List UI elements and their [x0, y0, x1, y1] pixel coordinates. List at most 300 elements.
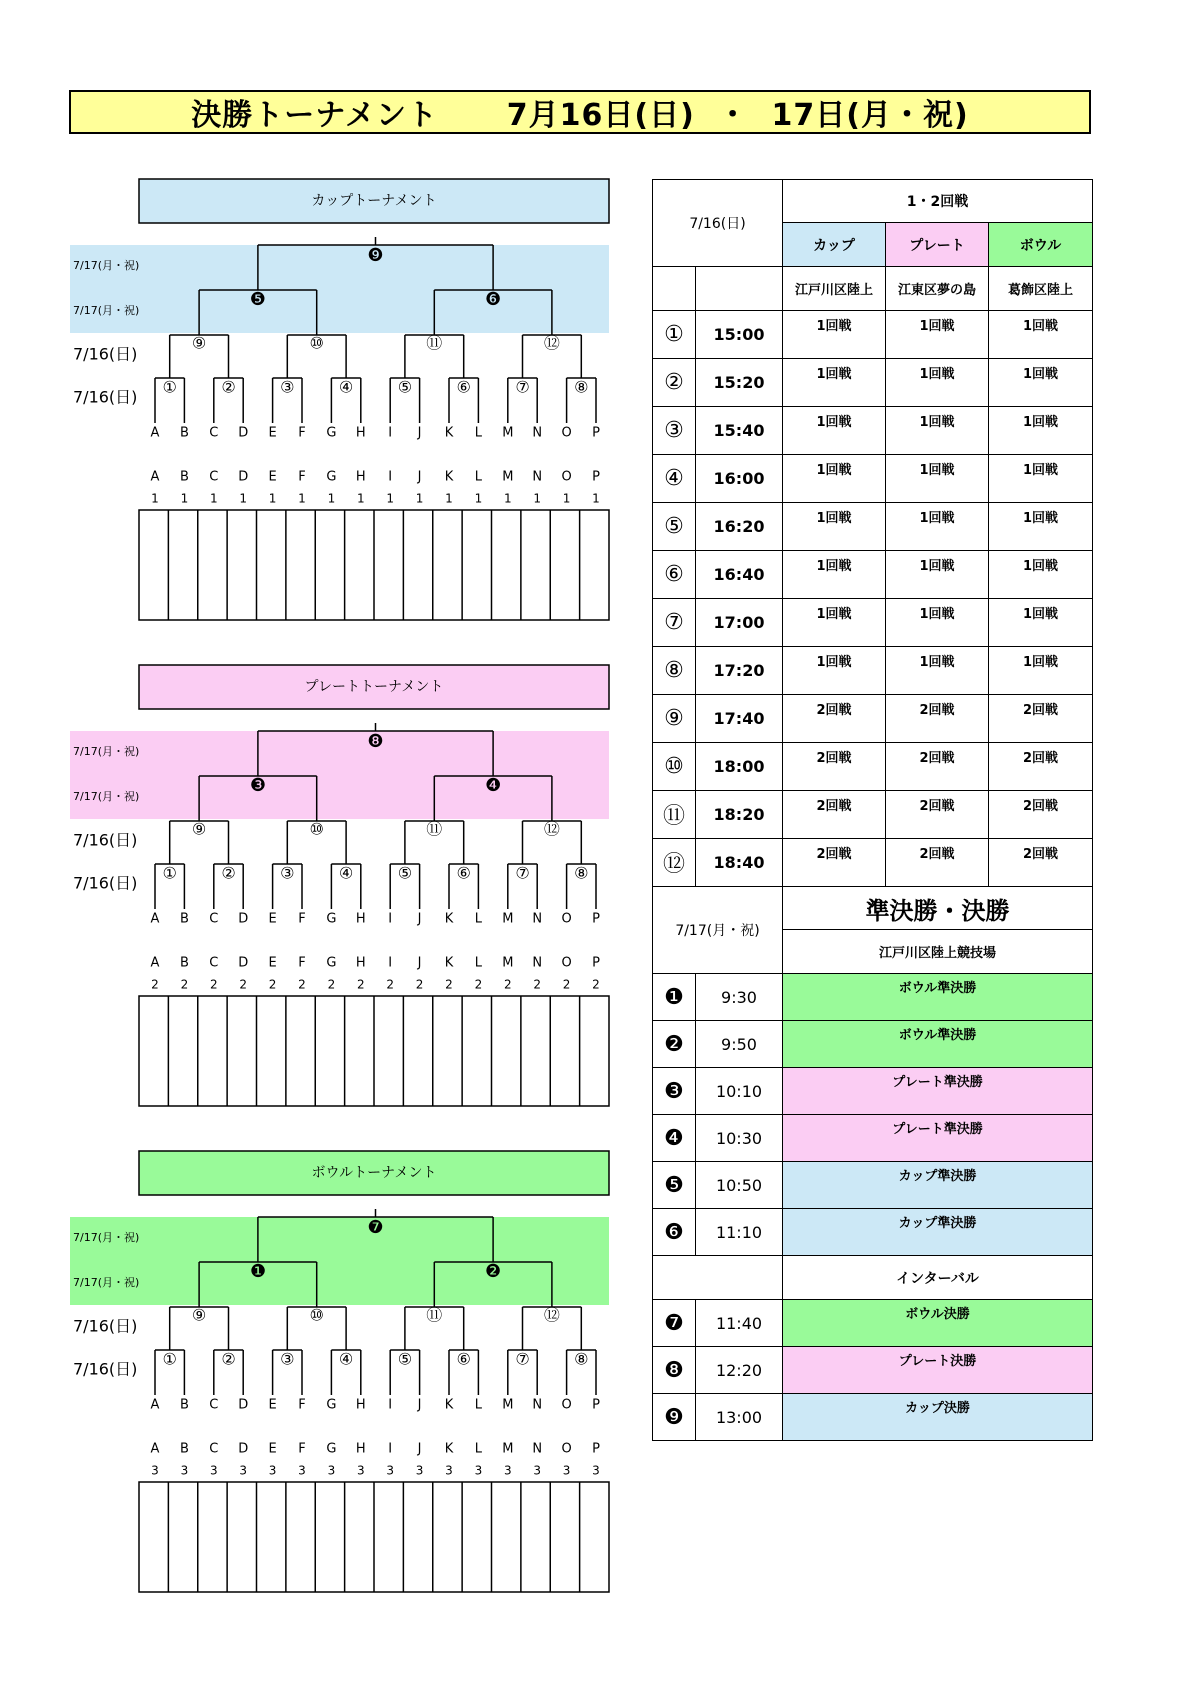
match-number: ⑩: [653, 743, 696, 791]
team-letter: C: [209, 911, 219, 927]
schedule-row: [653, 743, 1093, 791]
match-round: 1回戦: [783, 455, 886, 503]
team-letter: F: [298, 425, 306, 441]
round-date-label: 7/17(月・祝): [73, 259, 140, 272]
match-time: 18:00: [696, 743, 783, 791]
team-letter: N: [532, 1397, 543, 1413]
match-round: 1回戦: [989, 599, 1093, 647]
finals-match-name: カップ準決勝: [783, 1209, 1093, 1256]
finals-match-number: ❽: [653, 1347, 696, 1394]
match-round: 1回戦: [989, 407, 1093, 455]
team-group-number: 3: [562, 1463, 571, 1478]
match-round: 1回戦: [886, 503, 989, 551]
team-letter-lower: P: [592, 955, 600, 971]
team-letter-lower: A: [150, 1441, 160, 1457]
finals-row: [653, 1347, 1093, 1394]
team-group-number: 2: [503, 977, 512, 992]
match-number: ②: [653, 359, 696, 407]
finals-match-name: ボウル決勝: [783, 1300, 1093, 1347]
match-round: 1回戦: [783, 503, 886, 551]
team-letter: A: [150, 911, 160, 927]
finals-schedule-table: [652, 886, 1093, 1441]
second-round-match-number: ⑨: [191, 819, 207, 839]
team-letter: L: [474, 425, 483, 441]
team-letter-lower: D: [238, 955, 249, 971]
team-group-number: 2: [562, 977, 571, 992]
finals-match-number: ❷: [653, 1021, 696, 1068]
team-letter-lower: A: [150, 955, 160, 971]
finals-match-time: 10:30: [696, 1115, 783, 1162]
round-date-label: 7/17(月・祝): [73, 790, 140, 803]
team-group-number: 1: [386, 491, 395, 506]
first-round-match-number: ①: [162, 863, 177, 883]
second-round-match-number: ⑨: [191, 1305, 207, 1325]
first-round-match-number: ⑤: [397, 863, 413, 883]
team-group-number: 1: [562, 491, 571, 506]
team-letter: C: [209, 425, 219, 441]
match-time: 15:00: [696, 311, 783, 359]
rounds-date: 7/16(日): [653, 180, 783, 267]
match-time: 18:40: [696, 839, 783, 887]
team-group-number: 3: [592, 1463, 600, 1478]
team-letter-lower: J: [417, 469, 422, 485]
round-date-label: 7/17(月・祝): [73, 1276, 140, 1289]
team-letter: K: [444, 911, 454, 927]
team-letter-lower: C: [209, 469, 219, 485]
match-time: 17:20: [696, 647, 783, 695]
match-round: 1回戦: [989, 359, 1093, 407]
team-group-number: 2: [356, 977, 365, 992]
team-group-number: 3: [474, 1463, 483, 1478]
finals-match-number: ❻: [653, 1209, 696, 1256]
team-letter-lower: F: [298, 955, 306, 971]
first-round-match-number: ③: [280, 1349, 295, 1369]
team-letter-lower: K: [444, 469, 454, 485]
team-letter-lower: F: [298, 1441, 306, 1457]
first-round-match-number: ⑦: [515, 1349, 530, 1369]
team-letter: F: [298, 911, 306, 927]
match-round: 1回戦: [989, 551, 1093, 599]
match-time: 17:00: [696, 599, 783, 647]
finals-match-time: 9:50: [696, 1021, 783, 1068]
match-time: 16:00: [696, 455, 783, 503]
finals-row: [653, 1256, 1093, 1300]
team-letter-lower: N: [532, 955, 543, 971]
schedule-row: [653, 503, 1093, 551]
match-round: 1回戦: [886, 551, 989, 599]
team-letter-lower: B: [179, 1441, 189, 1457]
team-letter: O: [561, 425, 572, 441]
finals-row: [653, 1021, 1093, 1068]
schedule-row: [653, 359, 1093, 407]
venue-cup: 江戸川区陸上: [783, 267, 886, 311]
team-group-number: 3: [239, 1463, 248, 1478]
match-number: ⑪: [653, 791, 696, 839]
team-group-number: 2: [445, 977, 453, 992]
match-number: ⑥: [653, 551, 696, 599]
team-letter-lower: P: [592, 1441, 600, 1457]
first-round-match-number: ①: [162, 1349, 177, 1369]
team-letter-lower: E: [268, 955, 277, 971]
schedule-row: [653, 647, 1093, 695]
team-letter: G: [326, 911, 337, 927]
title-main: 決勝トーナメント: [191, 98, 439, 133]
second-round-match-number: ⑫: [543, 819, 560, 839]
first-round-match-number: ③: [280, 863, 295, 883]
match-round: 2回戦: [783, 695, 886, 743]
upper-rounds-band: [70, 1217, 609, 1305]
team-letter-lower: I: [388, 1441, 393, 1457]
team-group-number: 2: [474, 977, 483, 992]
schedule-row: [653, 695, 1093, 743]
match-number: ④: [653, 455, 696, 503]
first-round-match-number: ④: [338, 1349, 354, 1369]
schedule-row: [653, 839, 1093, 887]
match-round: 1回戦: [886, 647, 989, 695]
match-round: 2回戦: [989, 695, 1093, 743]
rounds-title: 1・2回戦: [783, 180, 1093, 223]
interval-label: インターバル: [783, 1256, 1093, 1300]
round-date-label: 7/16(日): [73, 1316, 138, 1336]
match-round: 1回戦: [783, 407, 886, 455]
team-letter-lower: O: [561, 469, 572, 485]
round-date-label: 7/17(月・祝): [73, 745, 140, 758]
team-group-number: 1: [327, 491, 336, 506]
match-time: 16:20: [696, 503, 783, 551]
team-letter-lower: P: [592, 469, 600, 485]
schedule-row: [653, 407, 1093, 455]
team-group-number: 3: [209, 1463, 218, 1478]
team-letter-lower: L: [474, 1441, 483, 1457]
team-letter: M: [502, 425, 514, 441]
first-round-match-number: ②: [221, 377, 236, 397]
team-letter-lower: J: [417, 955, 422, 971]
finals-row: [653, 1068, 1093, 1115]
team-group-number: 2: [415, 977, 424, 992]
finals-match-time: 9:30: [696, 974, 783, 1021]
finals-match-number: ❸: [653, 1068, 696, 1115]
match-round: 2回戦: [886, 695, 989, 743]
team-letter-lower: K: [444, 955, 454, 971]
round-date-label: 7/17(月・祝): [73, 1231, 140, 1244]
team-group-number: 3: [503, 1463, 512, 1478]
team-group-number: 2: [327, 977, 336, 992]
match-time: 18:20: [696, 791, 783, 839]
first-round-match-number: ④: [338, 863, 354, 883]
match-time: 15:40: [696, 407, 783, 455]
team-group-number: 1: [474, 491, 483, 506]
match-round: 2回戦: [783, 743, 886, 791]
match-round: 1回戦: [783, 551, 886, 599]
team-letter: J: [417, 425, 422, 441]
team-letter: G: [326, 425, 337, 441]
team-letter-lower: O: [561, 955, 572, 971]
finals-row: [653, 1162, 1093, 1209]
tournament-name: プレートトーナメント: [304, 679, 444, 695]
match-number: ⑤: [653, 503, 696, 551]
first-round-match-number: ⑤: [397, 377, 413, 397]
team-group-number: 2: [386, 977, 395, 992]
match-time: 16:40: [696, 551, 783, 599]
team-group-number: 1: [356, 491, 365, 506]
first-round-match-number: ⑧: [574, 863, 589, 883]
match-round: 1回戦: [989, 503, 1093, 551]
team-letter: P: [592, 1397, 600, 1413]
team-group-number: 1: [268, 491, 277, 506]
finals-match-name: ボウル準決勝: [783, 1021, 1093, 1068]
team-letter: B: [179, 425, 189, 441]
team-letter-lower: N: [532, 1441, 543, 1457]
finals-match-name: カップ準決勝: [783, 1162, 1093, 1209]
finals-venue: 江戸川区陸上競技場: [783, 930, 1093, 974]
team-group-number: 1: [239, 491, 248, 506]
team-letter-lower: O: [561, 1441, 572, 1457]
first-round-match-number: ④: [338, 377, 354, 397]
team-letter: O: [561, 1397, 572, 1413]
team-group-number: 3: [268, 1463, 277, 1478]
finals-row: [653, 1300, 1093, 1347]
team-letter: N: [532, 911, 543, 927]
first-round-match-number: ⑥: [456, 863, 471, 883]
team-letter-lower: M: [502, 1441, 514, 1457]
semi-match-number: ❹: [485, 775, 502, 796]
match-round: 2回戦: [783, 839, 886, 887]
team-group-number: 2: [180, 977, 189, 992]
match-round: 1回戦: [886, 455, 989, 503]
schedule-row: [653, 551, 1093, 599]
finals-row: [653, 1209, 1093, 1256]
team-group-number: 3: [151, 1463, 159, 1478]
team-letter: L: [474, 1397, 483, 1413]
match-number: ①: [653, 311, 696, 359]
match-number: ③: [653, 407, 696, 455]
finals-match-number: ❹: [653, 1115, 696, 1162]
team-letter: E: [268, 1397, 277, 1413]
finals-match-time: 10:10: [696, 1068, 783, 1115]
first-round-match-number: ②: [221, 863, 236, 883]
team-letter-lower: D: [238, 1441, 249, 1457]
match-round: 1回戦: [886, 311, 989, 359]
team-letter: B: [179, 911, 189, 927]
team-letter: D: [238, 425, 249, 441]
team-group-number: 1: [209, 491, 218, 506]
match-round: 1回戦: [783, 599, 886, 647]
match-round: 2回戦: [783, 791, 886, 839]
schedule-row: [653, 311, 1093, 359]
match-number: ⑨: [653, 695, 696, 743]
finals-match-name: カップ決勝: [783, 1394, 1093, 1441]
finals-match-number: ❾: [653, 1394, 696, 1441]
team-letter-lower: A: [150, 469, 160, 485]
round-date-label: 7/16(日): [73, 387, 138, 407]
team-letter: E: [268, 911, 277, 927]
finals-row: [653, 1115, 1093, 1162]
first-round-match-number: ⑤: [397, 1349, 413, 1369]
team-letter: P: [592, 911, 600, 927]
team-letter-lower: H: [355, 469, 366, 485]
team-group-number: 2: [298, 977, 306, 992]
schedule-row: [653, 455, 1093, 503]
finals-date: 7/17(月・祝): [653, 887, 783, 974]
first-round-match-number: ⑥: [456, 1349, 471, 1369]
match-round: 1回戦: [783, 359, 886, 407]
team-letter-lower: D: [238, 469, 249, 485]
team-letter-lower: B: [179, 955, 189, 971]
team-group-number: 3: [386, 1463, 395, 1478]
team-group-number: 1: [151, 491, 159, 506]
team-group-number: 1: [415, 491, 424, 506]
finals-match-name: プレート決勝: [783, 1347, 1093, 1394]
match-round: 1回戦: [989, 455, 1093, 503]
first-round-match-number: ⑧: [574, 377, 589, 397]
tournament-name: カップトーナメント: [311, 193, 437, 209]
team-letter: N: [532, 425, 543, 441]
match-round: 1回戦: [989, 311, 1093, 359]
team-letter-lower: M: [502, 469, 514, 485]
semi-match-number: ❻: [485, 289, 502, 310]
round-date-label: 7/16(日): [73, 830, 138, 850]
team-letter-lower: E: [268, 1441, 277, 1457]
first-round-match-number: ⑦: [515, 863, 530, 883]
team-letter: O: [561, 911, 572, 927]
team-letter: K: [444, 1397, 454, 1413]
team-group-number: 3: [180, 1463, 189, 1478]
team-group-number: 1: [592, 491, 600, 506]
team-letter: B: [179, 1397, 189, 1413]
team-letter-lower: G: [326, 955, 337, 971]
team-letter: H: [355, 911, 366, 927]
team-letter-lower: J: [417, 1441, 422, 1457]
first-round-match-number: ⑦: [515, 377, 530, 397]
team-letter-lower: L: [474, 955, 483, 971]
round-date-label: 7/17(月・祝): [73, 304, 140, 317]
final-match-number: ❼: [367, 1217, 384, 1238]
match-round: 2回戦: [886, 791, 989, 839]
finals-match-number: ❼: [653, 1300, 696, 1347]
finals-row: [653, 974, 1093, 1021]
team-group-number: 2: [209, 977, 218, 992]
finals-match-time: 12:20: [696, 1347, 783, 1394]
second-round-match-number: ⑩: [309, 819, 324, 839]
team-letter: G: [326, 1397, 337, 1413]
first-round-match-number: ②: [221, 1349, 236, 1369]
match-number: ⑧: [653, 647, 696, 695]
team-letter: C: [209, 1397, 219, 1413]
team-letter: I: [388, 425, 393, 441]
match-number: ⑫: [653, 839, 696, 887]
title-dates: 7月16日(日) ・ 17日(月・祝): [506, 98, 969, 133]
team-group-number: 3: [298, 1463, 306, 1478]
team-group-number: 1: [298, 491, 306, 506]
finals-row: [653, 1394, 1093, 1441]
schedule-row: [653, 791, 1093, 839]
second-round-match-number: ⑩: [309, 333, 324, 353]
finals-match-time: 11:40: [696, 1300, 783, 1347]
team-letter-lower: B: [179, 469, 189, 485]
match-round: 2回戦: [886, 839, 989, 887]
team-group-number: 1: [180, 491, 189, 506]
second-round-match-number: ⑫: [543, 333, 560, 353]
column-bowl: ボウル: [989, 223, 1093, 267]
first-round-match-number: ⑧: [574, 1349, 589, 1369]
semi-match-number: ❸: [249, 775, 266, 796]
finals-match-number: ❺: [653, 1162, 696, 1209]
team-letter-lower: M: [502, 955, 514, 971]
semi-match-number: ❷: [485, 1261, 502, 1282]
final-match-number: ❽: [367, 731, 384, 752]
finals-match-name: プレート準決勝: [783, 1068, 1093, 1115]
round-date-label: 7/16(日): [73, 873, 138, 893]
upper-rounds-band: [70, 731, 609, 819]
team-group-number: 2: [239, 977, 248, 992]
match-round: 1回戦: [783, 311, 886, 359]
finals-match-time: 10:50: [696, 1162, 783, 1209]
match-time: 15:20: [696, 359, 783, 407]
team-letter: I: [388, 911, 393, 927]
team-letter: A: [150, 1397, 160, 1413]
team-group-number: 2: [592, 977, 600, 992]
team-letter-lower: G: [326, 469, 337, 485]
second-round-match-number: ⑪: [426, 1305, 443, 1325]
column-plate: プレート: [886, 223, 989, 267]
match-round: 1回戦: [886, 599, 989, 647]
team-group-number: 3: [533, 1463, 542, 1478]
team-group-number: 1: [445, 491, 453, 506]
team-letter-lower: F: [298, 469, 306, 485]
team-letter: F: [298, 1397, 306, 1413]
match-round: 1回戦: [989, 647, 1093, 695]
team-letter: P: [592, 425, 600, 441]
finals-match-time: 11:10: [696, 1209, 783, 1256]
team-letter: D: [238, 911, 249, 927]
team-group-number: 1: [503, 491, 512, 506]
first-round-match-number: ③: [280, 377, 295, 397]
team-letter: I: [388, 1397, 393, 1413]
team-letter-lower: E: [268, 469, 277, 485]
match-round: 2回戦: [886, 743, 989, 791]
final-match-number: ❾: [367, 245, 384, 266]
venue-plate: 江東区夢の島: [886, 267, 989, 311]
finals-title: 準決勝・決勝: [783, 887, 1093, 930]
match-round: 1回戦: [783, 647, 886, 695]
team-letter: J: [417, 911, 422, 927]
column-cup: カップ: [783, 223, 886, 267]
team-letter-lower: L: [474, 469, 483, 485]
team-letter-lower: N: [532, 469, 543, 485]
match-round: 2回戦: [989, 839, 1093, 887]
team-letter: H: [355, 1397, 366, 1413]
team-letter: L: [474, 911, 483, 927]
team-group-number: 2: [268, 977, 277, 992]
team-group-number: 2: [533, 977, 542, 992]
finals-match-time: 13:00: [696, 1394, 783, 1441]
team-letter: E: [268, 425, 277, 441]
first-round-match-number: ⑥: [456, 377, 471, 397]
second-round-match-number: ⑨: [191, 333, 207, 353]
finals-match-name: ボウル準決勝: [783, 974, 1093, 1021]
match-round: 2回戦: [989, 791, 1093, 839]
team-letter-lower: I: [388, 955, 393, 971]
second-round-match-number: ⑪: [426, 333, 443, 353]
team-group-number: 3: [356, 1463, 365, 1478]
team-group-number: 3: [445, 1463, 453, 1478]
team-letter-lower: H: [355, 1441, 366, 1457]
round-date-label: 7/16(日): [73, 344, 138, 364]
venue-bowl: 葛飾区陸上: [989, 267, 1093, 311]
team-letter: K: [444, 425, 454, 441]
team-letter-lower: I: [388, 469, 393, 485]
team-group-number: 3: [327, 1463, 336, 1478]
